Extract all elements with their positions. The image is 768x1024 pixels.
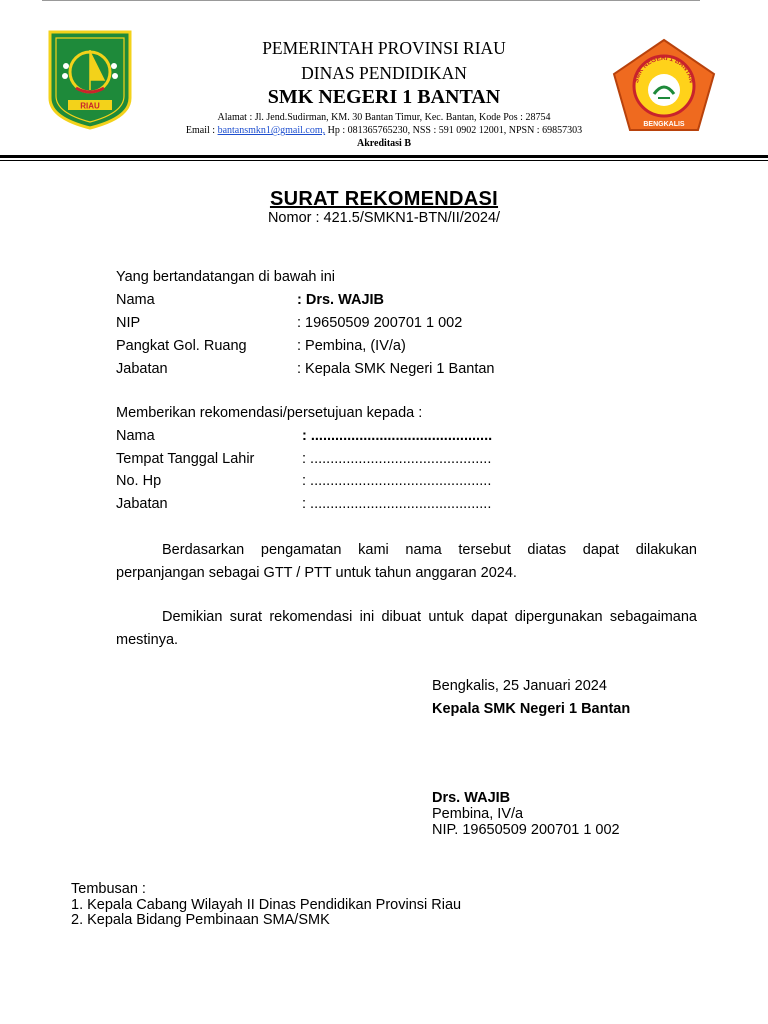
body-paragraph-1-text: Berdasarkan pengamatan kami nama tersebut diatas dapat dilakukan perpanjangan sebagai GTT / PTT untuk tahun anggaran 2024. xyxy=(116,542,697,581)
signer-label-nama: Nama xyxy=(116,292,155,308)
letterhead-department: DINAS PENDIDIKAN xyxy=(301,63,467,83)
recipient-label-nama: Nama xyxy=(116,428,155,444)
riau-emblem-label: RIAU xyxy=(80,101,100,111)
body-paragraph-1 xyxy=(116,539,697,585)
letterhead-school-name: SMK NEGERI 1 BANTAN xyxy=(267,86,501,108)
body-paragraph-2 xyxy=(116,606,697,652)
signature-nip: NIP. 19650509 200701 1 002 xyxy=(432,822,620,838)
letterhead-province: PEMERINTAH PROVINSI RIAU xyxy=(262,38,506,58)
recipient-value-jabatan: : ............................................. xyxy=(302,496,492,512)
recipient-label-ttl: Tempat Tanggal Lahir xyxy=(116,451,255,467)
tembusan-item: 2. Kepala Bidang Pembinaan SMA/SMK xyxy=(71,912,330,928)
signer-value-nip: : 19650509 200701 1 002 xyxy=(297,315,463,331)
letter-number: Nomor : 421.5/SMKN1-BTN/II/2024/ xyxy=(267,210,501,226)
signer-value-nama: : Drs. WAJIB xyxy=(297,292,385,308)
signer-intro: Yang bertandatangan di bawah ini xyxy=(116,269,336,285)
signer-label-jabatan: Jabatan xyxy=(116,361,168,377)
signature-name: Drs. WAJIB xyxy=(432,790,511,806)
top-border-line xyxy=(42,0,700,1)
recipient-intro: Memberikan rekomendasi/persetujuan kepada : xyxy=(116,405,423,421)
recipient-value-ttl: : ............................................. xyxy=(302,451,492,467)
tembusan-heading: Tembusan : xyxy=(71,881,146,897)
smk-logo-top-text: SMK NEGERI 1 BANTAN xyxy=(633,54,695,84)
letter-title: SURAT REKOMENDASI xyxy=(269,188,499,210)
letterhead-contact xyxy=(0,125,768,136)
letterhead-accreditation: Akreditasi B xyxy=(357,138,411,149)
smk-logo-bottom-text: BENGKALIS xyxy=(643,121,685,128)
letterhead-address: Alamat : Jl. Jend.Sudirman, KM. 30 Bantan Timur, Kec. Bantan, Kode Pos : 28754 xyxy=(217,112,551,123)
signer-label-pangkat: Pangkat Gol. Ruang xyxy=(116,338,247,354)
signer-value-jabatan: : Kepala SMK Negeri 1 Bantan xyxy=(297,361,495,377)
email-label: Email : xyxy=(185,125,218,136)
letterhead-divider-thin xyxy=(0,160,768,161)
recipient-value-nama: : ............................................. xyxy=(302,428,493,444)
recipient-label-jabatan: Jabatan xyxy=(116,496,168,512)
signer-label-nip: NIP xyxy=(116,315,141,331)
signature-rank: Pembina, IV/a xyxy=(432,806,524,822)
tembusan-item: 1. Kepala Cabang Wilayah II Dinas Pendidikan Provinsi Riau xyxy=(71,897,462,913)
email-link[interactable]: bantansmkn1@gmail.com, xyxy=(217,125,326,136)
contact-numbers: Hp : 081365765230, NSS : 591 0902 12001, NPSN : 69857303 xyxy=(325,125,583,136)
body-paragraph-2-text: Demikian surat rekomendasi ini dibuat untuk dapat dipergunakan sebagaimana mestinya. xyxy=(116,609,697,648)
signer-value-pangkat: : Pembina, (IV/a) xyxy=(297,338,406,354)
recipient-label-hp: No. Hp xyxy=(116,473,162,489)
place-date: Bengkalis, 25 Januari 2024 xyxy=(432,678,607,694)
signer-position: Kepala SMK Negeri 1 Bantan xyxy=(432,701,631,717)
recipient-value-hp: : ............................................. xyxy=(302,473,492,489)
letterhead-divider-thick xyxy=(0,155,768,158)
